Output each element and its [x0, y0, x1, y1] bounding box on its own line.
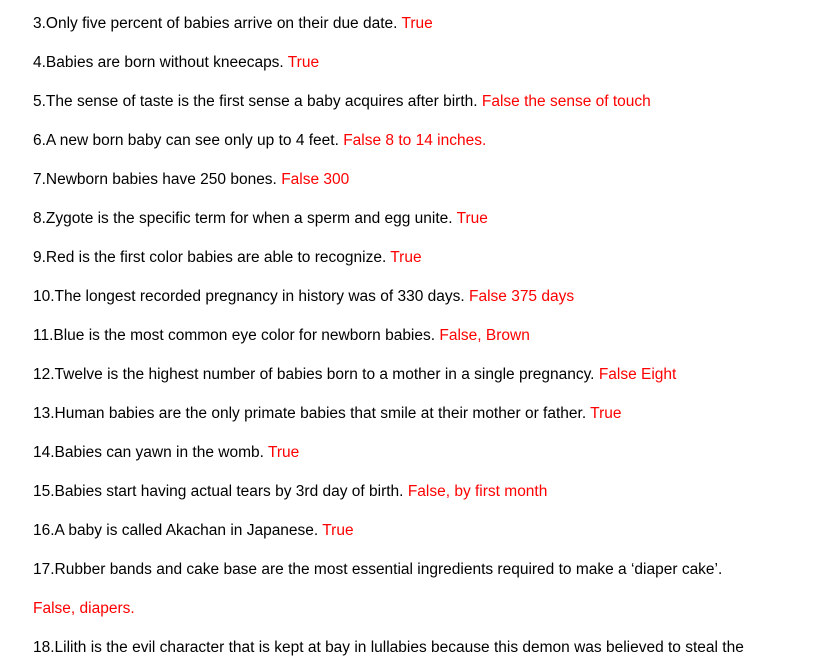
question-text: 18.Lilith is the evil character that is kept at bay in lullabies because this demon was believed to steal the	[33, 639, 744, 656]
answer-text: False 375 days	[468, 288, 575, 305]
answer-text: True	[401, 15, 433, 32]
question-text: 11.Blue is the most common eye color for newborn babies.	[33, 327, 436, 344]
answer-text: True	[390, 249, 422, 266]
list-item	[33, 249, 422, 267]
list-item	[33, 54, 319, 72]
answer-text: False the sense of touch	[481, 93, 651, 110]
question-text: 7.Newborn babies have 250 bones.	[33, 171, 277, 188]
answer-text: True	[590, 405, 622, 422]
answer-text: True	[456, 210, 488, 227]
answer-text: False 300	[281, 171, 350, 188]
question-text: 10.The longest recorded pregnancy in history was of 330 days.	[33, 288, 465, 305]
list-item	[33, 600, 135, 618]
question-text: 8.Zygote is the specific term for when a sperm and egg unite.	[33, 210, 453, 227]
question-text: 13.Human babies are the only primate babies that smile at their mother or father.	[33, 405, 587, 422]
question-text: 5.The sense of taste is the first sense a baby acquires after birth.	[33, 93, 478, 110]
list-item	[33, 93, 651, 111]
list-item	[33, 405, 621, 423]
answer-text: False 8 to 14 inches.	[343, 132, 487, 149]
answer-text: True	[322, 522, 354, 539]
question-text: 6.A new born baby can see only up to 4 feet.	[33, 132, 339, 149]
answer-text: False, Brown	[439, 327, 530, 344]
answer-text: False, by first month	[407, 483, 548, 500]
question-text: 15.Babies start having actual tears by 3rd day of birth.	[33, 483, 404, 500]
question-text: 9.Red is the first color babies are able to recognize.	[33, 249, 387, 266]
question-text: 3.Only five percent of babies arrive on their due date.	[33, 15, 398, 32]
question-text: 4.Babies are born without kneecaps.	[33, 54, 284, 71]
list-item	[33, 15, 433, 33]
list-item	[33, 132, 486, 150]
list-item	[33, 210, 488, 228]
list-item	[33, 483, 547, 501]
question-text: 14.Babies can yawn in the womb.	[33, 444, 264, 461]
answer-text: False, diapers.	[33, 600, 135, 617]
answer-text: True	[287, 54, 320, 71]
list-item	[33, 366, 676, 384]
list-item	[33, 639, 744, 657]
list-item	[33, 327, 530, 345]
answer-text: False Eight	[598, 366, 677, 383]
list-item	[33, 561, 722, 579]
question-text: 12.Twelve is the highest number of babies born to a mother in a single pregnancy.	[33, 366, 595, 383]
list-item	[33, 522, 354, 540]
answer-text: True	[267, 444, 300, 461]
list-item	[33, 444, 299, 462]
list-item	[33, 171, 349, 189]
question-text: 17.Rubber bands and cake base are the most essential ingredients required to make a ‘diaper cake’.	[33, 561, 723, 578]
question-text: 16.A baby is called Akachan in Japanese.	[33, 522, 319, 539]
list-item	[33, 288, 574, 306]
